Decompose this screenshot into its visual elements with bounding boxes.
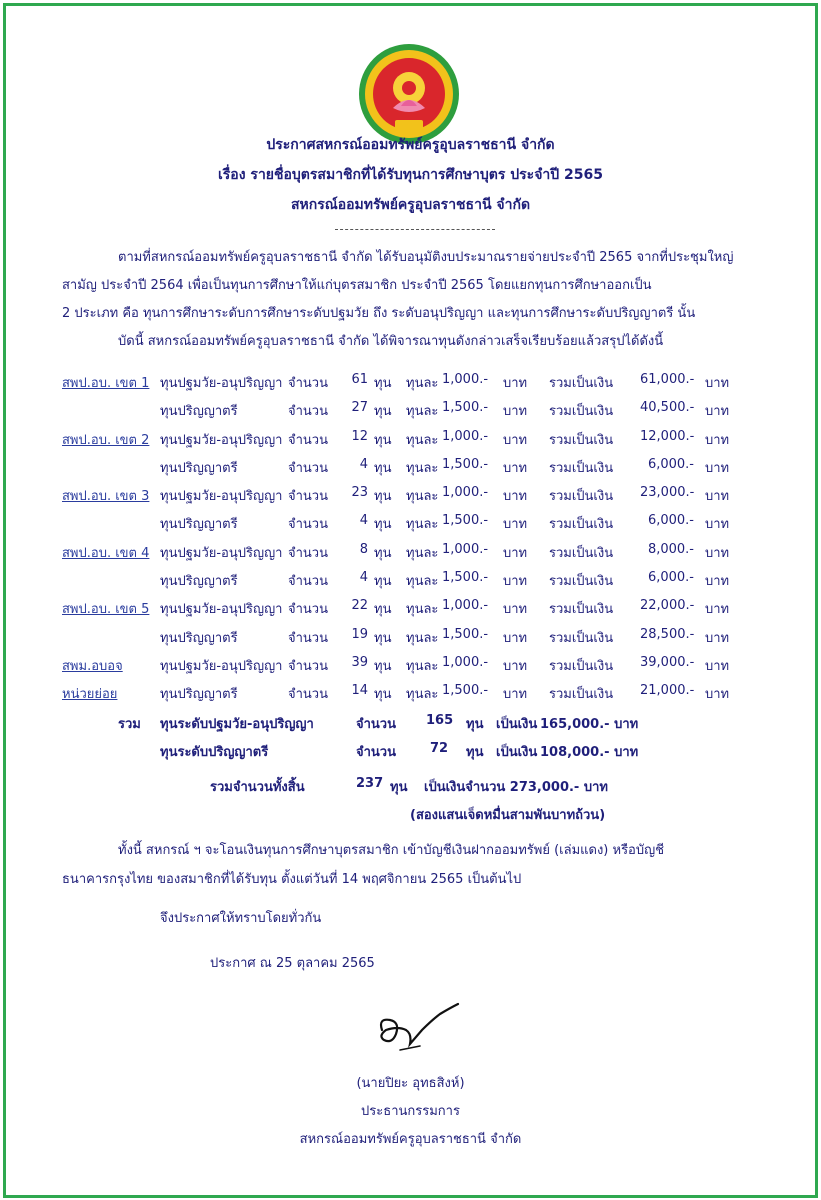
table-row — [62, 368, 762, 396]
grand-total-label: รวมจำนวนทั้งสิ้น — [210, 780, 305, 795]
total-amount: 6,000.- — [647, 570, 694, 586]
per-label: ทุนละ — [406, 376, 439, 391]
total-label: รวมเป็นเงิน — [549, 545, 614, 561]
baht-label: บาท — [503, 376, 528, 391]
unit-label: ทุน — [374, 545, 392, 561]
per-label: ทุนละ — [406, 630, 439, 646]
grand-total-count: 237 — [356, 776, 384, 791]
scholarship-type: ทุนปฐมวัย-อนุปริญญา — [160, 432, 283, 448]
group-name: สพป.อบ. เขต 1 — [62, 376, 150, 391]
announcement-org: สหกรณ์ออมทรัพย์ครูอุบลราชธานี จำกัด — [290, 197, 531, 213]
count-value: 27 — [351, 400, 368, 416]
per-amount: 1,000.- — [442, 598, 489, 614]
count-label: จำนวน — [288, 517, 328, 533]
count-value: 8 — [359, 541, 368, 557]
count-value: 4 — [359, 513, 368, 529]
table-row — [62, 623, 762, 651]
per-label: ทุนละ — [406, 658, 439, 674]
summary-amount-2: 108,000.- บาท — [540, 745, 639, 760]
baht-label: บาท — [503, 460, 528, 476]
group-name: หน่วยย่อย — [62, 687, 118, 703]
total-label: รวมเป็นเงิน — [549, 630, 614, 646]
scholarship-type: ทุนปริญญาตรี — [160, 460, 238, 476]
cooperative-logo — [357, 42, 461, 146]
total-amount: 22,000.- — [640, 598, 695, 614]
baht-label: บาท — [503, 687, 528, 703]
per-label: ทุนละ — [406, 687, 439, 703]
baht-label: บาท — [503, 545, 528, 561]
unit-label: ทุน — [374, 687, 392, 703]
table-row — [62, 509, 762, 537]
summary-count-1: 165 — [426, 713, 454, 728]
grand-total-words: (สองแสนเจ็ดหมื่นสามพันบาทถ้วน) — [410, 808, 606, 823]
count-label: จำนวน — [288, 574, 328, 590]
scholarship-type: ทุนปริญญาตรี — [160, 630, 238, 646]
per-amount: 1,500.- — [442, 456, 489, 472]
signer-org: สหกรณ์ออมทรัพย์ครูอุบลราชธานี จำกัด — [299, 1132, 522, 1147]
total-label: รวมเป็นเงิน — [549, 489, 614, 505]
count-label: จำนวน — [288, 602, 328, 618]
scholarship-type: ทุนปฐมวัย-อนุปริญญา — [160, 602, 283, 618]
baht-label: บาท — [503, 489, 528, 505]
unit-label: ทุน — [374, 602, 392, 618]
summary-count-label-2: จำนวน — [356, 745, 396, 760]
summary-money-label-1: เป็นเงิน — [496, 717, 538, 732]
per-amount: 1,500.- — [442, 513, 489, 529]
baht-label: บาท — [705, 574, 730, 590]
table-row — [62, 679, 762, 707]
scholarship-type: ทุนปริญญาตรี — [160, 517, 238, 533]
baht-label: บาท — [705, 602, 730, 618]
scholarship-type: ทุนปริญญาตรี — [160, 574, 238, 590]
grand-total-amount: เป็นเงินจำนวน 273,000.- บาท — [424, 780, 608, 795]
total-amount: 6,000.- — [647, 513, 694, 529]
scholarship-type: ทุนปฐมวัย-อนุปริญญา — [160, 658, 283, 674]
group-name: สพป.อบ. เขต 4 — [62, 545, 150, 561]
baht-label: บาท — [705, 517, 730, 533]
count-value: 39 — [351, 654, 368, 670]
count-value: 4 — [359, 456, 368, 472]
count-label: จำนวน — [288, 630, 328, 646]
count-label: จำนวน — [288, 545, 328, 561]
unit-label: ทุน — [374, 432, 392, 448]
baht-label: บาท — [503, 574, 528, 590]
baht-label: บาท — [503, 432, 528, 448]
total-label: รวมเป็นเงิน — [549, 376, 614, 391]
table-row — [62, 651, 762, 679]
announcement-title: ประกาศสหกรณ์ออมทรัพย์ครูอุบลราชธานี จำกัด — [266, 137, 555, 153]
count-value: 14 — [351, 683, 368, 699]
count-label: จำนวน — [288, 489, 328, 505]
per-amount: 1,500.- — [442, 400, 489, 416]
unit-label: ทุน — [374, 489, 392, 505]
group-name: สพป.อบ. เขต 5 — [62, 602, 150, 618]
total-label: รวมเป็นเงิน — [549, 432, 614, 448]
total-amount: 21,000.- — [640, 683, 695, 699]
signer-name: (นายปิยะ อุทธสิงห์) — [356, 1076, 465, 1091]
total-amount: 8,000.- — [647, 541, 694, 557]
summary-count-2: 72 — [430, 741, 449, 756]
count-label: จำนวน — [288, 658, 328, 674]
intro-line-4: บัดนี้ สหกรณ์ออมทรัพย์ครูอุบลราชธานี จำกัด ได้พิจารณาทุนดังกล่าวเสร็จเรียบร้อยแล้วสรุปได้ดังนี้ — [118, 334, 664, 349]
count-label: จำนวน — [288, 404, 328, 420]
count-value: 12 — [351, 428, 368, 444]
baht-label: บาท — [503, 404, 528, 420]
intro-line-1: ตามที่สหกรณ์ออมทรัพย์ครูอุบลราชธานี จำกัด ได้รับอนุมัติงบประมาณรายจ่ายประจำปี 2565 จากที่ประชุมใหญ่ — [118, 250, 734, 265]
scholarship-type: ทุนปฐมวัย-อนุปริญญา — [160, 376, 283, 391]
per-amount: 1,000.- — [442, 654, 489, 670]
per-amount: 1,500.- — [442, 626, 489, 642]
baht-label: บาท — [705, 432, 730, 448]
baht-label: บาท — [705, 630, 730, 646]
announcement-subject: เรื่อง รายชื่อบุตรสมาชิกที่ได้รับทุนการศึกษาบุตร ประจำปี 2565 — [218, 167, 603, 183]
table-row — [62, 594, 762, 622]
baht-label: บาท — [503, 630, 528, 646]
scholarship-type: ทุนปฐมวัย-อนุปริญญา — [160, 489, 283, 505]
total-amount: 61,000.- — [640, 372, 695, 387]
baht-label: บาท — [705, 404, 730, 420]
total-amount: 39,000.- — [640, 654, 695, 670]
summary-label: รวม — [118, 717, 141, 732]
signature-image — [370, 1000, 470, 1060]
table-row — [62, 481, 762, 509]
scholarship-type: ทุนปฐมวัย-อนุปริญญา — [160, 545, 283, 561]
total-label: รวมเป็นเงิน — [549, 658, 614, 674]
summary-money-label-2: เป็นเงิน — [496, 745, 538, 760]
scholarship-type: ทุนปริญญาตรี — [160, 687, 238, 703]
total-amount: 40,500.- — [640, 400, 695, 416]
count-label: จำนวน — [288, 687, 328, 703]
count-label: จำนวน — [288, 376, 328, 391]
per-label: ทุนละ — [406, 602, 439, 618]
summary-unit-1: ทุน — [466, 717, 484, 732]
baht-label: บาท — [705, 658, 730, 674]
baht-label: บาท — [705, 687, 730, 703]
unit-label: ทุน — [374, 658, 392, 674]
notice-line-2: ธนาคารกรุงไทย ของสมาชิกที่ได้รับทุน ตั้งแต่วันที่ 14 พฤศจิกายน 2565 เป็นต้นไป — [62, 872, 522, 887]
count-value: 4 — [359, 570, 368, 586]
per-amount: 1,000.- — [442, 372, 489, 387]
count-value: 61 — [351, 372, 368, 387]
announce-date: ประกาศ ณ 25 ตุลาคม 2565 — [210, 956, 375, 971]
unit-label: ทุน — [374, 376, 392, 391]
grand-total-unit: ทุน — [390, 780, 408, 795]
total-amount: 12,000.- — [640, 428, 695, 444]
per-label: ทุนละ — [406, 545, 439, 561]
unit-label: ทุน — [374, 460, 392, 476]
scholarship-type: ทุนปริญญาตรี — [160, 404, 238, 420]
count-label: จำนวน — [288, 432, 328, 448]
unit-label: ทุน — [374, 574, 392, 590]
signer-position: ประธานกรรมการ — [361, 1104, 460, 1119]
summary-amount-1: 165,000.- บาท — [540, 717, 639, 732]
baht-label: บาท — [705, 489, 730, 505]
total-amount: 28,500.- — [640, 626, 695, 642]
total-amount: 23,000.- — [640, 485, 695, 501]
summary-count-label-1: จำนวน — [356, 717, 396, 732]
baht-label: บาท — [503, 602, 528, 618]
group-name: สพป.อบ. เขต 3 — [62, 489, 150, 505]
per-label: ทุนละ — [406, 432, 439, 448]
total-amount: 6,000.- — [647, 456, 694, 472]
count-value: 22 — [351, 598, 368, 614]
intro-line-3: 2 ประเภท คือ ทุนการศึกษาระดับการศึกษาระดับปฐมวัย ถึง ระดับอนุปริญญา และทุนการศึกษาระดับปริญญาตรี นั้น — [62, 306, 696, 321]
per-label: ทุนละ — [406, 517, 439, 533]
divider — [335, 229, 495, 230]
count-value: 19 — [351, 626, 368, 642]
baht-label: บาท — [503, 658, 528, 674]
summary-type-2: ทุนระดับปริญญาตรี — [160, 745, 269, 760]
table-row — [62, 453, 762, 481]
baht-label: บาท — [705, 460, 730, 476]
group-name: สพป.อบ. เขต 2 — [62, 432, 150, 448]
baht-label: บาท — [705, 545, 730, 561]
per-label: ทุนละ — [406, 574, 439, 590]
announce-line: จึงประกาศให้ทราบโดยทั่วกัน — [160, 911, 322, 926]
group-name: สพม.อบอจ — [62, 658, 123, 674]
summary-type-1: ทุนระดับปฐมวัย-อนุปริญญา — [160, 717, 314, 732]
notice-line-1: ทั้งนี้ สหกรณ์ ฯ จะโอนเงินทุนการศึกษาบุตรสมาชิก เข้าบัญชีเงินฝากออมทรัพย์ (เล่มแดง) หรือบัญชี — [118, 843, 665, 858]
unit-label: ทุน — [374, 517, 392, 533]
per-label: ทุนละ — [406, 460, 439, 476]
per-amount: 1,000.- — [442, 428, 489, 444]
table-row — [62, 538, 762, 566]
total-label: รวมเป็นเงิน — [549, 404, 614, 420]
baht-label: บาท — [503, 517, 528, 533]
total-label: รวมเป็นเงิน — [549, 517, 614, 533]
summary-unit-2: ทุน — [466, 745, 484, 760]
unit-label: ทุน — [374, 630, 392, 646]
per-amount: 1,500.- — [442, 683, 489, 699]
per-label: ทุนละ — [406, 489, 439, 505]
intro-line-2: สามัญ ประจำปี 2564 เพื่อเป็นทุนการศึกษาให้แก่บุตรสมาชิก ประจำปี 2565 โดยแยกทุนการศึกษาออกเป็น — [62, 278, 652, 293]
total-label: รวมเป็นเงิน — [549, 460, 614, 476]
unit-label: ทุน — [374, 404, 392, 420]
table-row — [62, 566, 762, 594]
count-label: จำนวน — [288, 460, 328, 476]
per-amount: 1,500.- — [442, 570, 489, 586]
total-label: รวมเป็นเงิน — [549, 687, 614, 703]
per-amount: 1,000.- — [442, 485, 489, 501]
table-row — [62, 425, 762, 453]
total-label: รวมเป็นเงิน — [549, 602, 614, 618]
per-label: ทุนละ — [406, 404, 439, 420]
scholarship-table — [62, 368, 762, 708]
total-label: รวมเป็นเงิน — [549, 574, 614, 590]
per-amount: 1,000.- — [442, 541, 489, 557]
table-row — [62, 396, 762, 424]
count-value: 23 — [351, 485, 368, 501]
baht-label: บาท — [705, 376, 730, 391]
